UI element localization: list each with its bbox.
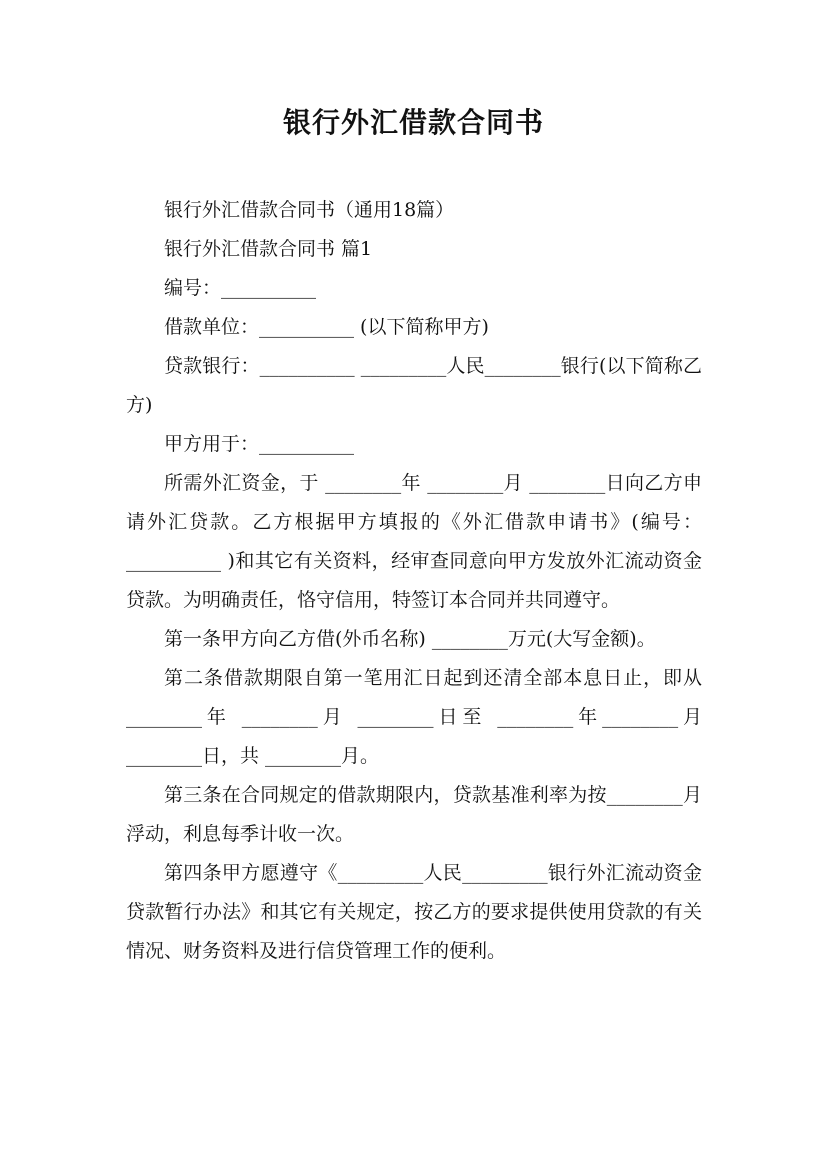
paragraph-article-4: 第四条甲方愿遵守《_________人民_________银行外汇流动资金贷款暂行办法》和其它有关规定，按乙方的要求提供使用贷款的有关情况、财务资料及进行信贷管理工作的便利。 [126, 862, 702, 962]
paragraph-purpose: 甲方用于：__________ [164, 433, 355, 455]
paragraph-article-1: 第一条甲方向乙方借(外币名称) ________万元(大写金额)。 [164, 628, 656, 650]
paragraph-section-heading: 银行外汇借款合同书 篇1 [164, 238, 373, 260]
document-body [126, 191, 702, 971]
paragraph-contract-number: 编号：__________ [164, 277, 317, 299]
document-title: 银行外汇借款合同书 [282, 106, 544, 139]
paragraph-application: 所需外汇资金，于 ________年 ________月 ________日向乙方申请外汇贷款。乙方根据甲方填报的《外汇借款申请书》(编号：__________ )和其它有关资料，经审查同意向甲方发放外汇流动资金贷款。为明确责任，恪守信用，特签订本合同并共同遵守。 [126, 472, 702, 611]
paragraph-article-3: 第三条在合同规定的借款期限内，贷款基准利率为按________月浮动，利息每季计收一次。 [126, 784, 702, 845]
paragraph-lender-bank: 贷款银行：__________ _________人民________银行(以下简称乙方) [126, 355, 702, 416]
paragraph-article-2: 第二条借款期限自第一笔用汇日起到还清全部本息日止，即从 ________年 ________月 ________日至 ________年________月 ________日，共 ________月。 [126, 667, 702, 767]
paragraph-borrower: 借款单位：__________ (以下简称甲方) [164, 316, 489, 338]
paragraph-subtitle: 银行外汇借款合同书（通用18篇） [164, 199, 455, 221]
